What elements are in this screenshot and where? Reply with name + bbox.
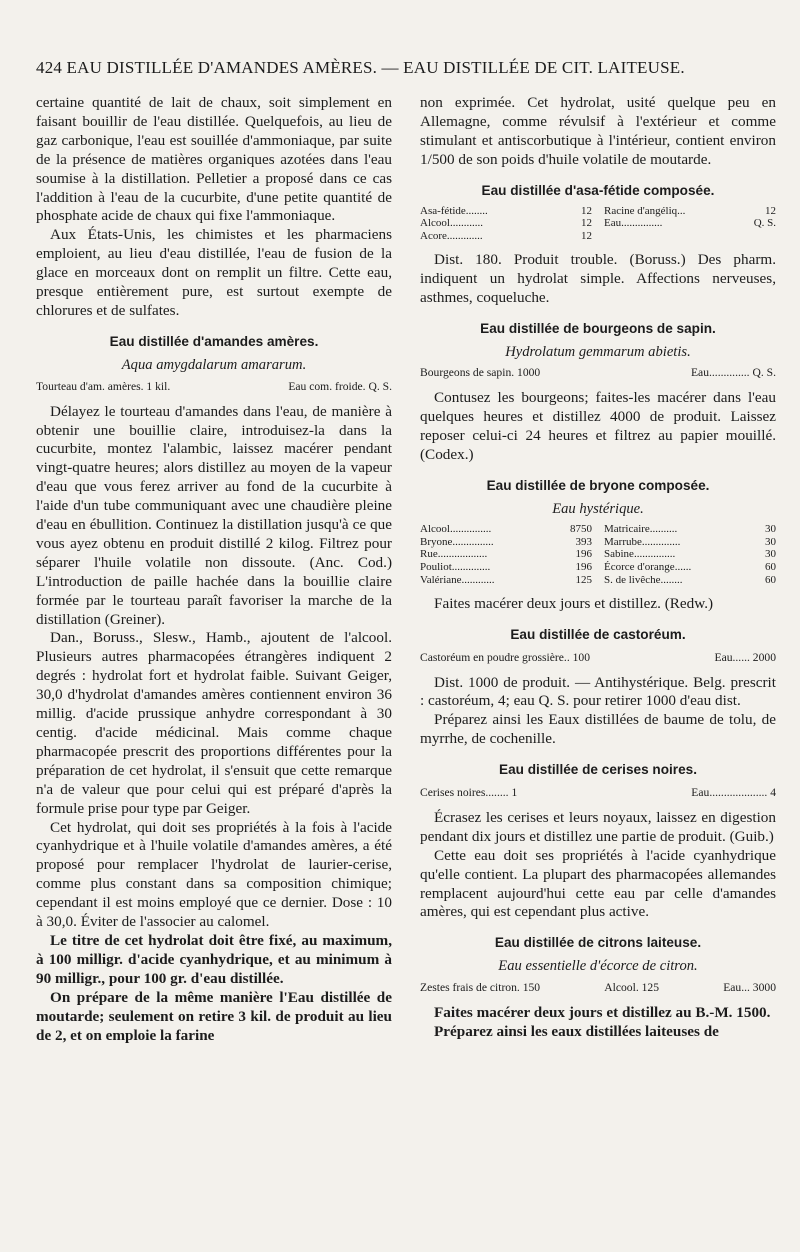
recipe-ingredient: Bourgeons de sapin. 1000 [420,366,541,380]
ingredient-table [420,523,776,587]
recipe-line [420,784,776,803]
ingredient-row: Acore............. 12 [420,230,592,243]
latin-title: Hydrolatum gemmarum abietis. [505,343,691,360]
recipe-line [36,378,392,397]
paragraph: Contusez les bourgeons; faites-les macérer dans l'eau quelques heures et distillez 4000 de produit. Laissez reposer celui-ci 24 heures et filtrez au papier mouillé. (Codex.) [420,389,776,464]
section-heading: Eau distillée d'asa-fétide composée. [481,182,715,198]
paragraph: certaine quantité de lait de chaux, soit simplement en faisant bouillir de l'eau distillée. Quelquefois, au lieu de gaz carbonique, l'eau est souillée d'ammoniaque, par suite de la présence de matières organiques azotées dans l'eau soumise à la distillation. Pelletier a proposé dans ce cas l'addition à l'eau de la cucurbite, d'une petite quantité de phosphate acide de chaux qui fixe l'ammoniaque. [36,94,392,225]
paragraph: Dan., Boruss., Slesw., Hamb., ajoutent de l'alcool. Plusieurs autres pharmacopées étrangères indiquent 2 degrés : hydrolat fort et hydrolat faible. Suivant Geiger, 30,0 d'hydrolat d'amandes amères contiennent environ 36 millig. d'acide prussique anhydre correspondant à 30 centig. d'acide médicinal. Mais comme chaque pharmacopée prescrit des proportions différentes pour la préparation de cet hydrolat, il s'ensuit que cette remarque n'a de valeur que pour celui qui est préparé d'après la formule prise pour type par Geiger. [36,629,392,817]
paragraph: Écrasez les cerises et leurs noyaux, laissez en digestion pendant dix jours et distillez une partie de produit. (Guib.) [420,808,776,845]
ingredient-row: Alcool............... 8750 [420,522,592,535]
recipe-line [420,364,776,383]
ingredient-row: Valériane............ 125 [420,573,592,586]
ingredient-row: Asa-fétide........ 12 [420,204,592,217]
paragraph: Le titre de cet hydrolat doit être fixé, au maximum, à 100 milligr. d'acide cyanhydrique, et au minimum à 90 milligr., pour 100 gr. d'eau distillée. [36,931,392,987]
paragraph: Dist. 1000 de produit. — Antihystérique. Belg. prescrit : castoréum, 4; eau Q. S. pour retirer 1000 d'eau dist. [420,673,776,710]
paragraph: Cet hydrolat, qui doit ses propriétés à la fois à l'acide cyanhydrique et à l'huile volatile d'amandes amères, a été proposé pour remplacer l'hydrolat de laurier-cerise, comme plus constant dans sa composition chimique; cependant il est moins employé que ce dernier. Dose : 10 à 30,0. Éviter de l'associer au calomel. [36,818,392,931]
ingredient-table [420,205,776,243]
recipe-ingredient: Castoréum en poudre grossière.. 100 [420,650,591,664]
section-heading: Eau distillée de castoréum. [510,626,686,642]
latin-title: Aqua amygdalarum amararum. [121,356,307,373]
section-heading: Eau distillée de citrons laiteuse. [494,935,702,951]
paragraph: Cette eau doit ses propriétés à l'acide cyanhydrique qu'elle contient. La plupart des pharmacopées allemandes remplacent aujourd'hui cette eau par celle d'amandes amères, qui est cependant plus active. [420,846,776,921]
paragraph: Aux États-Unis, les chimistes et les pharmaciens emploient, au lieu d'eau distillée, l'eau de fusion de la glace en morceaux dont on remplit un filtre. Cette eau, presque entièrement pure, est surtout exempte de chlorures et de sulfates. [36,226,392,319]
ingredient-row: Marrube.............. 30 [604,535,776,548]
recipe-ingredient: Tourteau d'am. amères. 1 kil. [36,379,171,393]
paragraph: Dist. 180. Produit trouble. (Boruss.) Des pharm. indiquent un hydrolat simple. Affections nerveuses, asthmes, coqueluche. [420,250,776,306]
recipe-ingredient: Zestes frais de citron. 150 [420,981,541,995]
paragraph: Faites macérer deux jours et distillez. (Redw.) [434,594,714,612]
right-column [420,94,776,1045]
running-head: 424 EAU DISTILLÉE D'AMANDES AMÈRES. — EAU DISTILLÉE DE CIT. LAITEUSE. [36,58,685,77]
recipe-ingredient: Eau...... 2000 [714,650,776,664]
ingredient-row: Eau............... Q. S. [604,217,776,230]
paragraph: non exprimée. Cet hydrolat, usité quelque peu en Allemagne, comme révulsif à l'extérieur et comme stimulant et antiscorbutique à l'intérieur, contient environ 1/500 de son poids d'huile volatile de moutarde. [420,94,776,168]
ingredient-row: Matricaire.......... 30 [604,522,776,535]
text-columns [36,94,776,1045]
recipe-line [420,649,776,668]
ingredient-row: Rue.................. 196 [420,548,592,561]
recipe-ingredient: Eau.................... 4 [691,786,776,800]
section-heading: Eau distillée d'amandes amères. [109,333,319,349]
ingredient-row: Alcool............ 12 [420,217,592,230]
recipe-ingredient: Eau.............. Q. S. [690,366,776,380]
ingredient-row: Bryone............... 393 [420,535,592,548]
paragraph: Délayez le tourteau d'amandes dans l'eau, de manière à obtenir une bouillie claire, introduisez-la dans la cucurbite, montez l'alambic, laissez macérer pendant vingt-quatre heures; alors distillez au moyen de la vapeur d'eau que vous ferez arriver au fond de la cucurbite à l'aide d'un tube communiquant avec une chaudière pleine d'eau en ébullition. Continuez la distillation jusqu'à ce que vous ayez obtenu en produit distillé 2 kilog. Filtrez pour séparer l'huile volatile non dissoute. (Anc. Cod.) L'introduction de paille hachée dans la bouillie claire formée par le tourteau paraît favoriser la marche de la distillation (Greiner). [36,402,392,628]
latin-title: Eau hystérique. [552,500,644,517]
recipe-ingredient: Alcool. 125 [604,981,660,995]
paragraph: Préparez ainsi les Eaux distillées de baume de tolu, de myrrhe, de cochenille. [420,711,776,748]
left-column [36,94,392,1045]
ingredient-row: S. de livêche........ 60 [604,573,776,586]
section-heading: Eau distillée de bryone composée. [486,477,710,493]
section-heading: Eau distillée de bourgeons de sapin. [480,320,716,336]
paragraph: On prépare de la même manière l'Eau distillée de moutarde; seulement on retire 3 kil. de produit au lieu de 2, et on emploie la farine [36,988,392,1044]
paragraph: Préparez ainsi les eaux distillées laiteuses de [434,1023,719,1040]
ingredient-row: Racine d'angéliq... 12 [604,204,776,217]
paragraph: Faites macérer deux jours et distillez au B.-M. 1500. [434,1004,771,1022]
latin-title: Eau essentielle d'écorce de citron. [498,958,698,975]
recipe-ingredient: Eau... 3000 [723,981,776,995]
recipe-line [420,979,776,998]
ingredient-row: Sabine............... 30 [604,548,776,561]
recipe-ingredient: Eau com. froide. Q. S. [288,379,392,393]
recipe-ingredient: Cerises noires........ 1 [420,786,518,800]
ingredient-row: Pouliot.............. 196 [420,561,592,574]
ingredient-row: Écorce d'orange...... 60 [604,561,776,574]
section-heading: Eau distillée de cerises noires. [499,762,697,778]
